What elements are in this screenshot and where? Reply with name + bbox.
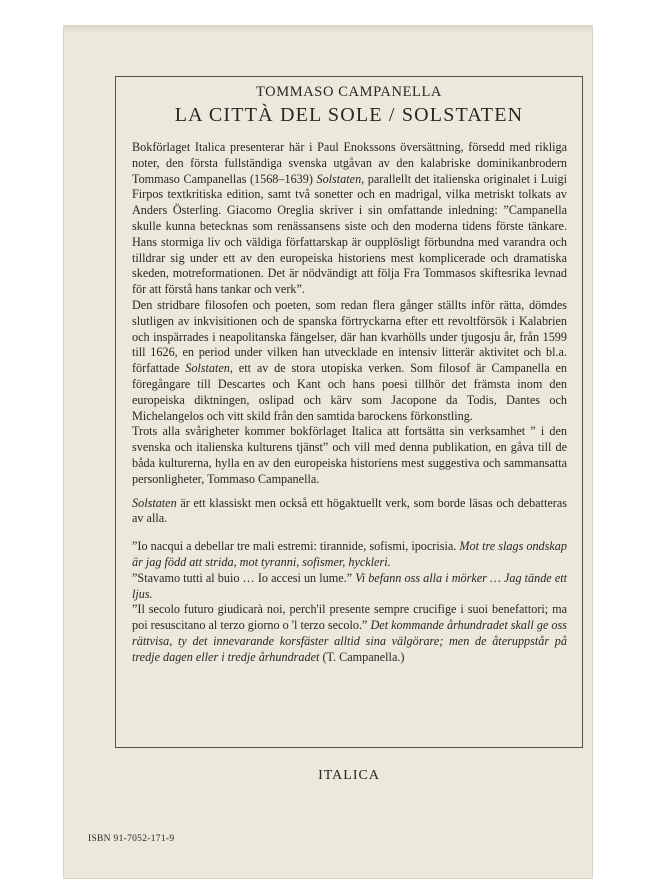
quote-2 <box>132 571 567 603</box>
paragraph-intro <box>132 140 567 298</box>
quote-attribution: (T. Campanella.) <box>319 649 405 664</box>
blurb-text <box>132 140 567 666</box>
paragraph-text: , parallellt det italienska originalet i Luigi Firpos textkritiska edition, samt två sonetter och en madrigal, vilka metriskt tolkats av Anders Österling. Giacomo Oreglia skriver i sin omfattande inledning: ”Campanella skulle kunna betecknas som renässansens siste och den moderna tidens förste tänkare. Hans stormiga liv och väldiga författarskap är oupplösligt förbundna med varandra och tilldrar sig under ett av den europeiska historiens mest komplicerade och dramatiska skeden, motreformationen. Det är nödvändigt att följa Fra Tommasos skiftesrika levnad för att förstå hans tankar och verk”. <box>132 171 567 297</box>
paragraph-text: är ett klassiskt men också ett högaktuellt verk, som borde läsas och debatteras av alla. <box>132 495 567 526</box>
italic-title: Solstaten <box>185 361 230 376</box>
paragraph-text: , ett av de stora utopiska verken. Som filosof är Campanella en föregångare till Descartes och Kant och hans poesi tillhör det främsta inom den europeiska diktningen, oslipad och kärv som Jacopone da Todis, Dantes och Michelangelos och vitt skild från den samtida barockens förkonstling. <box>132 361 567 423</box>
paragraph-text: Den stridbare filosofen och poeten, som redan flera gånger ställts inför rätta, dömdes slutligen av inkvisitionen och de spanska förtryckarna efter ett revoltförsök i Kalabrien och inspärrades i neapolitanska fängelser, där han kvarhölls under tjugosju år, från 1599 till 1626, en period under vilken han utvecklade en intensiv litterär aktivitet och bl.a. författade <box>132 297 567 376</box>
quote-1 <box>132 539 567 571</box>
quote-translation: Mot tre slags ondskap är jag född att strida, mot tyranni, sofismer, hyckleri. <box>132 539 567 569</box>
paragraph-biography <box>132 298 567 424</box>
italic-title: Solstaten <box>132 495 177 510</box>
quote-original: ”Il secolo futuro giudicarà noi, perch'il presente sempre crucifige i suoi benefattori; ma poi resuscitano al terzo giorno o 'l terzo secolo.” <box>132 602 567 633</box>
isbn-number: ISBN 91-7052-171-9 <box>88 834 175 844</box>
book-title: LA CITTÀ DEL SOLE / SOLSTATEN <box>174 104 524 126</box>
paragraph-publisher: Trots alla svårigheter kommer bokförlaget Italica att fortsätta sin verksamhet ” i den svenska och italienska kulturens tjänst” och vill med denna publikation, en gåva till de båda kulturerna, hylla en av den europeiska historiens mest suggestiva och sammansatta personligheter, Tommaso Campanella. <box>132 424 567 486</box>
publisher-name: ITALICA <box>318 768 380 783</box>
dust-jacket-edge <box>64 26 592 32</box>
author-name: TOMMASO CAMPANELLA <box>255 84 443 100</box>
quote-3 <box>132 602 567 665</box>
paragraph-summary <box>132 496 567 528</box>
paragraph-text: Bokförlaget Italica presenterar här i Paul Enokssons översättning, försedd med rikliga noter, den första fullständiga svenska utgåvan av den kalabriske dominikanbrodern Tommaso Campanellas (1568–1639) <box>132 140 567 186</box>
quote-original: ”Stavamo tutti al buio … Io accesi un lume.” <box>132 570 356 585</box>
quote-translation: Vi befann oss alla i mörker … Jag tände ett ljus. <box>132 570 567 601</box>
quote-translation: Det kommande århundradet skall ge oss rättvisa, ty det innevarande korsfäster alltid sina välgörare; men de återuppstår på tredje dagen eller i tredje århundradet <box>132 618 567 664</box>
quote-original: ”Io nacqui a debellar tre mali estremi: tirannide, sofismi, ipocrisia. <box>132 539 460 554</box>
italic-title: Solstaten <box>316 171 362 186</box>
